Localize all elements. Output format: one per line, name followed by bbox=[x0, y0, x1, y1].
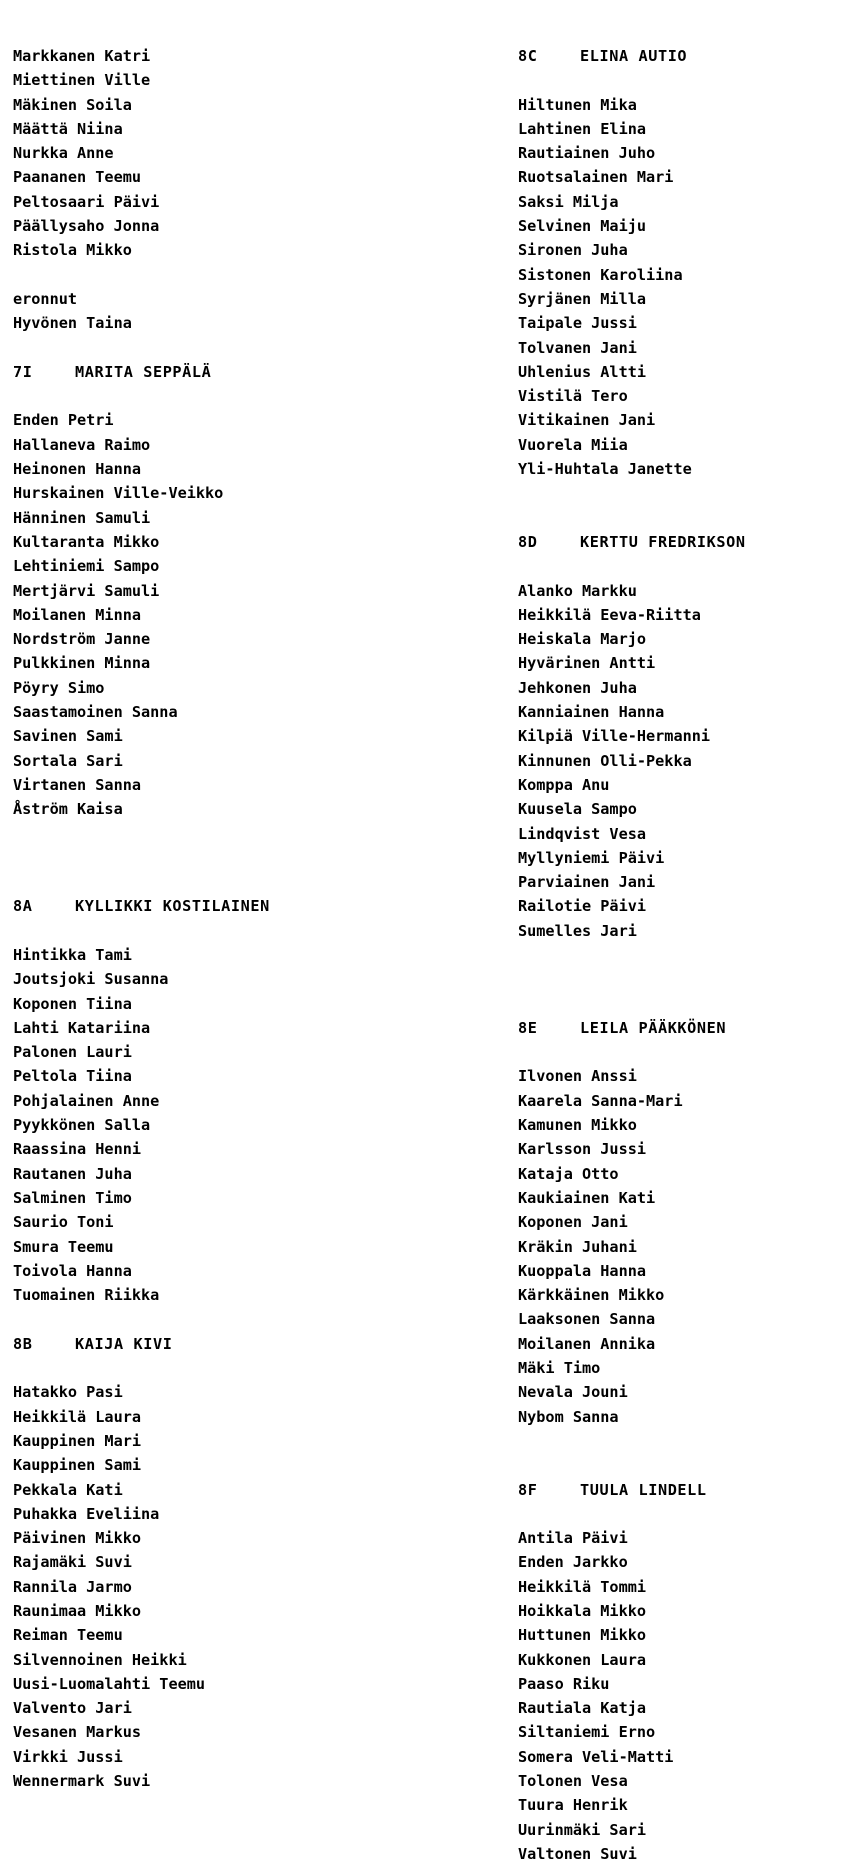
student-name: Wennermark Suvi bbox=[13, 1772, 151, 1791]
student-name: Rannila Jarmo bbox=[13, 1577, 132, 1596]
spacer bbox=[518, 1040, 848, 1064]
student-name: Savinen Sami bbox=[13, 727, 123, 746]
right-column bbox=[518, 44, 848, 1866]
student-name-list bbox=[13, 44, 483, 263]
student-name: Saurio Toni bbox=[13, 1213, 114, 1232]
spacer bbox=[13, 384, 483, 408]
student-name: Nevala Jouni bbox=[518, 1383, 628, 1402]
student-name: Kukkonen Laura bbox=[518, 1650, 647, 1669]
student-name: Selvinen Maiju bbox=[518, 217, 647, 236]
student-name: Taipale Jussi bbox=[518, 314, 637, 333]
student-name: Pöyry Simo bbox=[13, 678, 105, 697]
student-name: Nybom Sanna bbox=[518, 1407, 619, 1426]
student-name: Raassina Henni bbox=[13, 1140, 142, 1159]
student-name: Moilanen Minna bbox=[13, 605, 142, 624]
student-name: Puhakka Eveliina bbox=[13, 1504, 160, 1523]
student-name: Peltosaari Päivi bbox=[13, 192, 160, 211]
student-name: Valvento Jari bbox=[13, 1699, 132, 1718]
student-name: Kanniainen Hanna bbox=[518, 703, 665, 722]
student-name: Miettinen Ville bbox=[13, 71, 151, 90]
class-section-header bbox=[13, 1332, 483, 1356]
student-name: Mertjärvi Samuli bbox=[13, 581, 160, 600]
class-teacher-name: MARITA SEPPÄLÄ bbox=[75, 362, 212, 381]
student-name: Kaukiainen Kati bbox=[518, 1188, 656, 1207]
spacer bbox=[13, 1356, 483, 1380]
student-name: Karlsson Jussi bbox=[518, 1140, 647, 1159]
student-name: Silvennoinen Heikki bbox=[13, 1650, 187, 1669]
student-name-list bbox=[13, 943, 483, 1307]
student-name: Kataja Otto bbox=[518, 1164, 619, 1183]
student-name-list bbox=[13, 408, 483, 821]
spacer bbox=[518, 1429, 848, 1478]
student-name: Rautanen Juha bbox=[13, 1164, 132, 1183]
student-name-list bbox=[518, 579, 848, 943]
student-name-list bbox=[13, 311, 483, 335]
student-name: Päällysaho Jonna bbox=[13, 217, 160, 236]
class-section-header bbox=[518, 44, 848, 68]
student-name: Markkanen Katri bbox=[13, 47, 151, 65]
class-section-header bbox=[518, 530, 848, 554]
student-name: Kuoppala Hanna bbox=[518, 1261, 647, 1280]
class-teacher-name: KYLLIKKI KOSTILAINEN bbox=[75, 897, 270, 916]
student-name: Jehkonen Juha bbox=[518, 678, 637, 697]
student-name: Hänninen Samuli bbox=[13, 508, 151, 527]
student-name: Heikkilä Tommi bbox=[518, 1577, 647, 1596]
student-name: Laaksonen Sanna bbox=[518, 1310, 656, 1329]
student-name: Nurkka Anne bbox=[13, 144, 114, 163]
student-name: Lahti Katariina bbox=[13, 1018, 151, 1037]
student-name: Heinonen Hanna bbox=[13, 460, 142, 479]
student-name: Alanko Markku bbox=[518, 581, 637, 600]
spacer bbox=[13, 822, 483, 895]
student-name: Antila Päivi bbox=[518, 1529, 628, 1548]
student-name: Moilanen Annika bbox=[518, 1334, 656, 1353]
student-name: Pekkala Kati bbox=[13, 1480, 123, 1499]
student-name: Hintikka Tami bbox=[13, 945, 132, 964]
spacer bbox=[518, 68, 848, 92]
student-name: Vesanen Markus bbox=[13, 1723, 142, 1742]
student-name: Mäki Timo bbox=[518, 1359, 601, 1378]
student-name: Sistonen Karoliina bbox=[518, 265, 683, 284]
student-name: Nordström Janne bbox=[13, 630, 151, 649]
student-name: Åström Kaisa bbox=[13, 800, 123, 819]
student-name: Valtonen Suvi bbox=[518, 1844, 637, 1863]
spacer bbox=[518, 554, 848, 578]
student-name: Kilpiä Ville-Hermanni bbox=[518, 727, 711, 746]
student-name: Smura Teemu bbox=[13, 1237, 114, 1256]
spacer bbox=[13, 263, 483, 287]
student-name: Huttunen Mikko bbox=[518, 1626, 647, 1645]
student-name-list bbox=[518, 1526, 848, 1866]
student-name: Kuusela Sampo bbox=[518, 800, 637, 819]
class-code: 7I bbox=[13, 362, 33, 381]
student-name: Parviainen Jani bbox=[518, 873, 656, 892]
student-name: Hoikkala Mikko bbox=[518, 1602, 647, 1620]
student-name: Yli-Huhtala Janette bbox=[518, 460, 692, 479]
student-name: Saastamoinen Sanna bbox=[13, 703, 178, 722]
student-name: Kamunen Mikko bbox=[518, 1116, 637, 1135]
student-name: Ristola Mikko bbox=[13, 241, 132, 260]
student-name: Heiskala Marjo bbox=[518, 630, 647, 649]
student-name: Tolvanen Jani bbox=[518, 338, 637, 357]
student-name: Vistilä Tero bbox=[518, 387, 628, 406]
student-name: Toivola Hanna bbox=[13, 1261, 132, 1280]
student-name: Saksi Milja bbox=[518, 192, 619, 211]
student-name: Hyvönen Taina bbox=[13, 314, 132, 333]
right-column-content bbox=[518, 44, 848, 1866]
resigned-label: eronnut bbox=[13, 289, 78, 308]
student-name: Kauppinen Mari bbox=[13, 1431, 142, 1450]
student-name: Kultaranta Mikko bbox=[13, 532, 160, 551]
class-section-header bbox=[518, 1478, 848, 1502]
student-name: Ilvonen Anssi bbox=[518, 1067, 637, 1086]
student-name: Kräkin Juhani bbox=[518, 1237, 637, 1256]
student-name: Peltola Tiina bbox=[13, 1067, 132, 1086]
student-name: Lahtinen Elina bbox=[518, 119, 647, 138]
student-name: Hurskainen Ville-Veikko bbox=[13, 484, 224, 503]
student-name: Päivinen Mikko bbox=[13, 1529, 142, 1548]
student-name: Pulkkinen Minna bbox=[13, 654, 151, 673]
student-name: Heikkilä Laura bbox=[13, 1407, 142, 1426]
student-name: Kärkkäinen Mikko bbox=[518, 1286, 665, 1305]
student-name: Virkki Jussi bbox=[13, 1747, 123, 1766]
student-name: Paananen Teemu bbox=[13, 168, 142, 187]
student-name: Pyykkönen Salla bbox=[13, 1116, 151, 1135]
class-code: 8F bbox=[518, 1480, 538, 1499]
student-name: Uhlenius Altti bbox=[518, 362, 647, 381]
left-column-content bbox=[13, 44, 483, 1793]
student-name: Koponen Jani bbox=[518, 1213, 628, 1232]
student-name: Reiman Teemu bbox=[13, 1626, 123, 1645]
spacer bbox=[518, 943, 848, 1016]
class-code: 8C bbox=[518, 47, 538, 65]
student-name: Ruotsalainen Mari bbox=[518, 168, 674, 187]
student-name: Hallaneva Raimo bbox=[13, 435, 151, 454]
student-name: Rajamäki Suvi bbox=[13, 1553, 132, 1572]
class-teacher-name: LEILA PÄÄKKÖNEN bbox=[580, 1018, 727, 1037]
student-name: Raunimaa Mikko bbox=[13, 1602, 142, 1620]
student-name: Hiltunen Mika bbox=[518, 95, 637, 114]
class-teacher-name: TUULA LINDELL bbox=[580, 1480, 707, 1499]
student-name: Vuorela Miia bbox=[518, 435, 628, 454]
student-name: Tuura Henrik bbox=[518, 1796, 628, 1815]
student-name: Koponen Tiina bbox=[13, 994, 132, 1013]
class-teacher-name: ELINA AUTIO bbox=[580, 47, 688, 65]
student-name: Kauppinen Sami bbox=[13, 1456, 142, 1475]
student-name: Lehtiniemi Sampo bbox=[13, 557, 160, 576]
student-name: Pohjalainen Anne bbox=[13, 1091, 160, 1110]
student-name-list bbox=[518, 1064, 848, 1428]
student-name: Palonen Lauri bbox=[13, 1043, 132, 1062]
student-name: Sortala Sari bbox=[13, 751, 123, 770]
spacer bbox=[518, 481, 848, 530]
student-name: Kinnunen Olli-Pekka bbox=[518, 751, 692, 770]
student-name: Mäkinen Soila bbox=[13, 95, 132, 114]
student-name: Hyvärinen Antti bbox=[518, 654, 656, 673]
class-code: 8E bbox=[518, 1018, 538, 1037]
student-name-list bbox=[518, 93, 848, 482]
student-name: Uusi-Luomalahti Teemu bbox=[13, 1674, 206, 1693]
student-name: Vitikainen Jani bbox=[518, 411, 656, 430]
student-name: Tolonen Vesa bbox=[518, 1772, 628, 1791]
student-name: Kaarela Sanna-Mari bbox=[518, 1091, 683, 1110]
class-code: 8A bbox=[13, 897, 33, 916]
class-section-header bbox=[518, 1016, 848, 1040]
student-name: Sironen Juha bbox=[518, 241, 628, 260]
student-name: Salminen Timo bbox=[13, 1188, 132, 1207]
student-name: Somera Veli-Matti bbox=[518, 1747, 674, 1766]
left-column bbox=[13, 44, 483, 1793]
class-code: 8D bbox=[518, 532, 538, 551]
student-name: Hatakko Pasi bbox=[13, 1383, 123, 1402]
class-teacher-name: KERTTU FREDRIKSON bbox=[580, 532, 746, 551]
student-name: Joutsjoki Susanna bbox=[13, 970, 169, 989]
student-name: Enden Petri bbox=[13, 411, 114, 430]
class-section-header bbox=[13, 894, 483, 918]
student-name: Heikkilä Eeva-Riitta bbox=[518, 605, 701, 624]
student-name: Määttä Niina bbox=[13, 119, 123, 138]
class-code: 8B bbox=[13, 1334, 33, 1353]
student-name: Rautiala Katja bbox=[518, 1699, 647, 1718]
spacer bbox=[13, 336, 483, 360]
student-name: Komppa Anu bbox=[518, 775, 610, 794]
student-name: Lindqvist Vesa bbox=[518, 824, 647, 843]
student-name: Uurinmäki Sari bbox=[518, 1820, 647, 1839]
spacer bbox=[518, 1502, 848, 1526]
student-name-list bbox=[13, 1380, 483, 1793]
spacer bbox=[13, 919, 483, 943]
student-name: Paaso Riku bbox=[518, 1674, 610, 1693]
student-name: Syrjänen Milla bbox=[518, 289, 647, 308]
spacer bbox=[13, 1307, 483, 1331]
student-name: Virtanen Sanna bbox=[13, 775, 142, 794]
student-name: Myllyniemi Päivi bbox=[518, 848, 665, 867]
student-name: Sumelles Jari bbox=[518, 921, 637, 940]
student-name: Rautiainen Juho bbox=[518, 144, 656, 163]
class-teacher-name: KAIJA KIVI bbox=[75, 1334, 173, 1353]
student-name: Enden Jarkko bbox=[518, 1553, 628, 1572]
student-name: Siltaniemi Erno bbox=[518, 1723, 656, 1742]
student-name: Tuomainen Riikka bbox=[13, 1286, 160, 1305]
student-name: Railotie Päivi bbox=[518, 897, 647, 916]
class-section-header bbox=[13, 360, 483, 384]
